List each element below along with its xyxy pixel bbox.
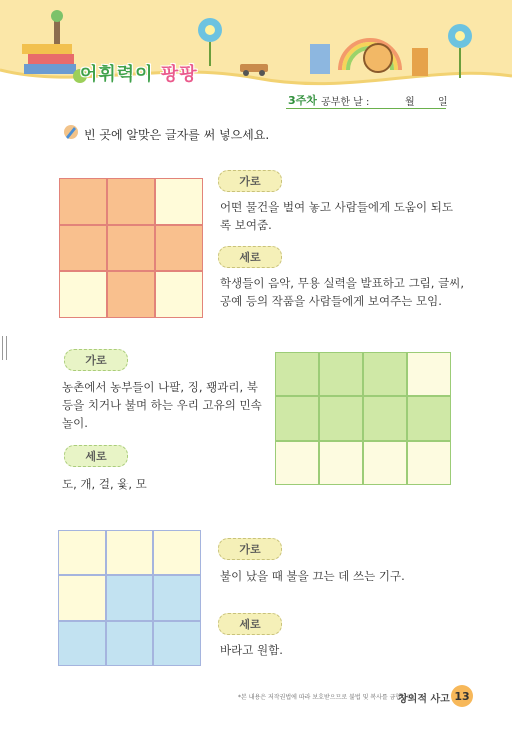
- crossword-grid-2: [275, 352, 451, 485]
- grid-cell[interactable]: [107, 178, 155, 225]
- page-number: 13: [451, 685, 473, 707]
- grid-cell[interactable]: [407, 441, 451, 485]
- grid-cell[interactable]: [319, 441, 363, 485]
- down-tag-3: 세로: [218, 613, 282, 635]
- grid-cell[interactable]: [58, 575, 106, 620]
- crossword-grid-3: [58, 530, 201, 666]
- grid-cell[interactable]: [58, 530, 106, 575]
- grid-cell[interactable]: [106, 575, 154, 620]
- town-illustration: [300, 10, 490, 86]
- grid-cell[interactable]: [407, 396, 451, 440]
- grid-cell[interactable]: [275, 441, 319, 485]
- brand-title: [80, 60, 198, 86]
- across-clue-2: 농촌에서 농부들이 나팔, 징, 꽹과리, 북 등을 치거나 불며 하는 우리 고유의 민속놀이.: [62, 380, 262, 430]
- across-clue-3: 불이 났을 때 불을 끄는 데 쓰는 기구.: [220, 569, 405, 583]
- grid-cell[interactable]: [155, 271, 203, 318]
- grid-cell[interactable]: [155, 178, 203, 225]
- car-icon: [238, 58, 270, 76]
- down-tag-2: 세로: [64, 445, 128, 467]
- grid-cell[interactable]: [363, 441, 407, 485]
- grid-cell[interactable]: [153, 530, 201, 575]
- brand-title-part2: 팡팡: [160, 64, 198, 85]
- copyright-note: *본 내용은 저작권법에 따라 보호받으므로 불법 및 복사를 금합니다.: [238, 694, 415, 701]
- grid-cell[interactable]: [58, 621, 106, 666]
- across-tag-2: 가로: [64, 349, 128, 371]
- across-tag-3: 가로: [218, 538, 282, 560]
- down-tag-1: 세로: [218, 246, 282, 268]
- grid-cell[interactable]: [107, 271, 155, 318]
- down-clue-3: 바라고 원함.: [220, 643, 283, 657]
- down-clue-1: 학생들이 음악, 무용 실력을 발표하고 그림, 글씨, 공예 등의 작품을 사람들에게 보여주는 모임.: [220, 276, 464, 308]
- grid-cell[interactable]: [153, 575, 201, 620]
- grid-cell[interactable]: [153, 621, 201, 666]
- grid-cell[interactable]: [275, 396, 319, 440]
- day-label: 일: [438, 97, 448, 108]
- across-clue-1: 어떤 물건을 벌여 놓고 사람들에게 도움이 되도록 보여줌.: [220, 200, 454, 232]
- grid-cell[interactable]: [106, 530, 154, 575]
- footer-title: 창의적 사고: [398, 694, 450, 705]
- month-label: 월: [405, 97, 415, 108]
- grid-cell[interactable]: [59, 225, 107, 272]
- grid-cell[interactable]: [407, 352, 451, 396]
- brand-title-part1: 어휘력이: [80, 64, 161, 85]
- down-clue-2: 도, 개, 걸, 윷, 모: [62, 477, 147, 491]
- grid-cell[interactable]: [319, 396, 363, 440]
- grid-cell[interactable]: [106, 621, 154, 666]
- week-badge: 3주차: [288, 94, 317, 107]
- grid-cell[interactable]: [275, 352, 319, 396]
- grid-cell[interactable]: [155, 225, 203, 272]
- grid-cell[interactable]: [107, 225, 155, 272]
- study-day-label: 공부한 날 :: [321, 97, 370, 108]
- grid-cell[interactable]: [59, 271, 107, 318]
- across-tag-1: 가로: [218, 170, 282, 192]
- grid-cell[interactable]: [363, 396, 407, 440]
- instruction-text: 빈 곳에 알맞은 글자를 써 넣으세요.: [84, 128, 270, 142]
- pencil-character-icon: [63, 124, 79, 140]
- binding-mark: [2, 336, 7, 360]
- crossword-grid-1: [59, 178, 203, 318]
- grid-cell[interactable]: [59, 178, 107, 225]
- grid-cell[interactable]: [319, 352, 363, 396]
- grid-cell[interactable]: [363, 352, 407, 396]
